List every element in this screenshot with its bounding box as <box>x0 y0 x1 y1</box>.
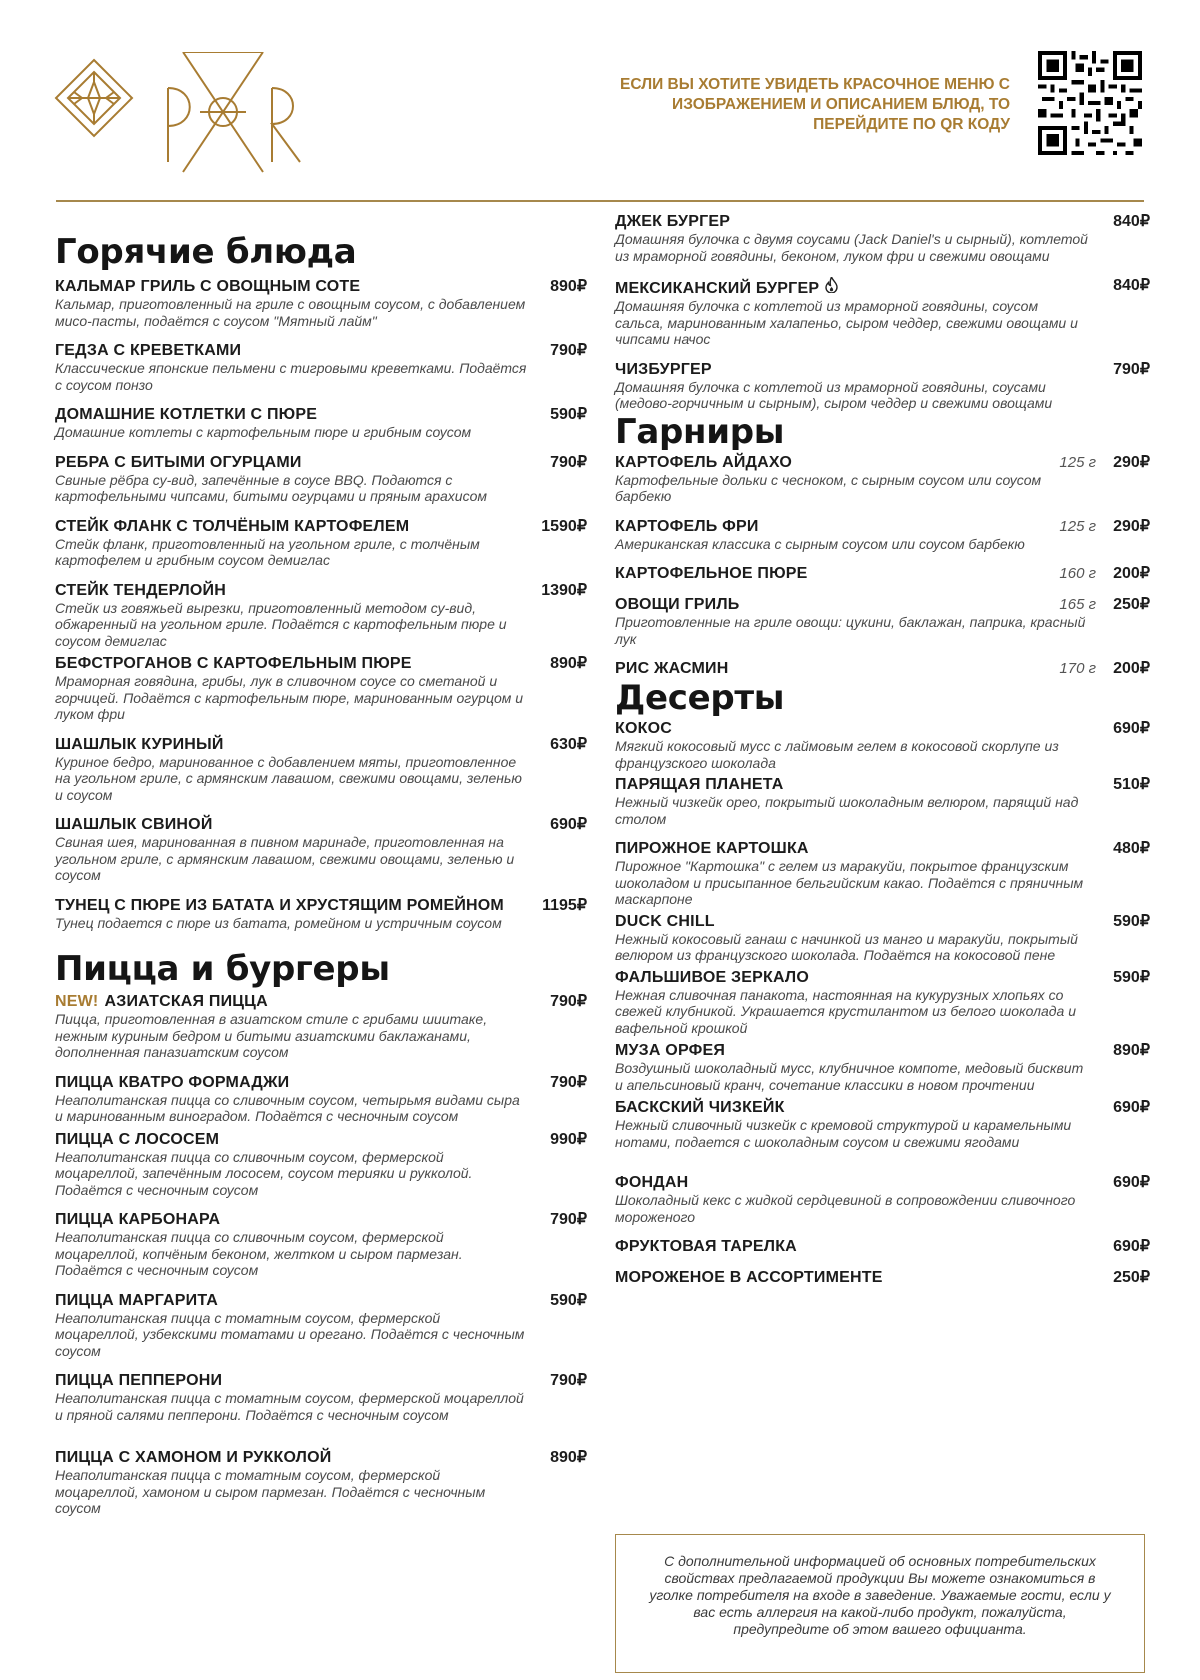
item-name-text: РЕБРА С БИТЫМИ ОГУРЦАМИ <box>55 453 302 471</box>
flame-icon <box>825 277 838 297</box>
menu-section <box>615 678 1150 1287</box>
item-description: Неаполитанская пицца со сливочным соусом, фермерской моцареллой, запечённым лососем, соусом терияки и рукколой. Подаётся с чесночным соусом <box>55 1148 473 1198</box>
item-price: 790₽ <box>550 453 587 471</box>
menu-item <box>55 582 587 650</box>
item-price: 630₽ <box>550 735 587 753</box>
item-price: 250₽ <box>1113 596 1150 613</box>
item-name-text: ШАШЛЫК КУРИНЫЙ <box>55 735 224 753</box>
item-price: 1195₽ <box>542 896 587 914</box>
item-name-text: КОКОС <box>615 720 672 737</box>
item-description: Домашняя булочка с котлетой из мраморной говядины, соусами (медово-горчичным и сырным), сыром чеддер и свежими овощами <box>615 378 1053 411</box>
item-weight: 125 г <box>1059 517 1096 535</box>
item-price: 890₽ <box>550 1449 587 1466</box>
qr-code[interactable] <box>1038 51 1142 155</box>
item-price: 990₽ <box>550 1130 587 1148</box>
item-price: 890₽ <box>1113 1042 1150 1059</box>
item-price: 690₽ <box>1113 720 1150 737</box>
menu-section <box>55 949 587 1517</box>
menu-item <box>615 660 1150 678</box>
item-name-text: ФАЛЬШИВОЕ ЗЕРКАЛО <box>615 968 809 986</box>
menu-item <box>55 736 587 804</box>
menu-item <box>615 361 1150 412</box>
item-description: Неаполитанская пицца с томатным соусом, фермерской моцареллой и пряной салями пепперони. Подаётся с чесночным соусом <box>55 1390 524 1423</box>
menu-item <box>55 342 587 393</box>
new-badge: NEW! <box>55 993 99 1010</box>
item-description: Тунец подается с пюре из батата, ромейном и устричным соусом <box>55 914 502 931</box>
item-description: Мраморная говядина, грибы, лук в сливочном соусе со сметаной и горчицей. Подаётся с картофельным пюре, маринованным огурцом и луком фри <box>55 673 524 722</box>
item-price: 290₽ <box>1113 453 1150 471</box>
item-name-text: ПИЦЦА ПЕППЕРОНИ <box>55 1372 223 1389</box>
item-name <box>55 454 587 472</box>
item-name <box>615 1238 1150 1256</box>
item-name-text: ТУНЕЦ С ПЮРЕ ИЗ БАТАТА И ХРУСТЯЩИМ РОМЕЙНОМ <box>55 896 504 914</box>
item-name-text: ПИЦЦА МАРГАРИТА <box>55 1291 219 1309</box>
menu-item <box>615 213 1150 264</box>
menu-item <box>615 454 1150 505</box>
menu-section <box>615 412 1150 679</box>
section-title: Гарниры <box>615 411 785 452</box>
section-title: Горячие блюда <box>55 232 357 272</box>
item-name-text: ПИЦЦА С ХАМОНОМ И РУККОЛОЙ <box>55 1449 332 1466</box>
item-name <box>615 1174 1150 1192</box>
item-name-text: МОРОЖЕНОЕ В АССОРТИМЕНТЕ <box>615 1269 883 1286</box>
item-price: 790₽ <box>550 1372 587 1389</box>
item-name-text: КАРТОФЕЛЬНОЕ ПЮРЕ <box>615 565 808 582</box>
item-description: Неаполитанская пицца со сливочным соусом, фермерской моцареллой, копчёным беконом, желтком и сыром пармезан. Подаётся с чесночным соусом <box>55 1229 463 1278</box>
item-price: 590₽ <box>1113 968 1150 986</box>
menu-item <box>55 406 587 441</box>
item-name <box>615 361 1150 379</box>
item-name-text: КАРТОФЕЛЬ АЙДАХО <box>615 453 793 471</box>
menu-section <box>55 232 587 931</box>
item-name-text: ПАРЯЩАЯ ПЛАНЕТА <box>615 776 784 793</box>
item-description: Нежная сливочная панакота, настоянная на кукурузных хлопьях со свежей клубникой. Украшается крустилантом из белого шоколада и вафельной крошкой <box>615 986 1076 1036</box>
item-description: Нежный чизкейк орео, покрытый шоколадным велюром, парящий над столом <box>615 794 1079 827</box>
left-column <box>55 232 587 1517</box>
item-name-text: ЧИЗБУРГЕР <box>615 360 712 378</box>
item-weight: 165 г <box>1059 596 1096 613</box>
item-name-text: ОВОЩИ ГРИЛЬ <box>615 596 740 613</box>
item-description: Нежный кокосовый ганаш с начинкой из манго и маракуйи, покрытый велюром из французского шоколада. Подаётся на кокосовой пене <box>615 930 1078 963</box>
item-name-text: DUCK CHILL <box>615 912 715 930</box>
item-name <box>55 1372 587 1390</box>
item-name-text: ПИЦЦА С ЛОСОСЕМ <box>55 1130 220 1148</box>
item-weight: 170 г <box>1059 660 1096 677</box>
item-price: 690₽ <box>1113 1238 1150 1255</box>
item-price: 200₽ <box>1113 565 1150 582</box>
item-description: Стейк фланк, приготовленный на угольном гриле, с толчёным картофелем и грибным соусом демиглас <box>55 535 480 568</box>
item-description: Картофельные дольки с чесноком, с сырным соусом или соусом барбекю <box>615 471 1042 504</box>
item-description: Классические японские пельмени с тигровыми креветками. Подаётся с соусом понзо <box>55 360 527 393</box>
item-name-text: МЕКСИКАНСКИЙ БУРГЕР <box>615 280 820 297</box>
item-name <box>615 776 1150 794</box>
item-price: 790₽ <box>1113 360 1150 378</box>
item-price: 840₽ <box>1113 277 1150 294</box>
item-name <box>55 816 587 834</box>
item-name <box>55 582 587 600</box>
item-name <box>615 1042 1150 1060</box>
header-divider <box>56 200 1144 202</box>
menu-item <box>55 278 587 329</box>
item-description: Куриное бедро, маринованное с добавлением мяты, приготовленное на угольном гриле, с армянским лавашом, свежими овощами, зеленью и соусом <box>55 753 522 803</box>
menu-item <box>615 1174 1150 1225</box>
item-name <box>615 969 1150 987</box>
menu-item <box>55 1211 587 1279</box>
item-name <box>55 1074 587 1092</box>
item-name-text: КАЛЬМАР ГРИЛЬ С ОВОЩНЫМ СОТЕ <box>55 278 361 295</box>
item-description: Неаполитанская пицца с томатным соусом, фермерской моцареллой, узбекскими томатами и орегано. Подаётся с чесночным соусом <box>55 1309 525 1359</box>
item-price: 1390₽ <box>541 581 587 599</box>
item-name <box>55 278 587 296</box>
item-price: 290₽ <box>1113 517 1150 535</box>
item-name-text: КАРТОФЕЛЬ ФРИ <box>615 517 759 535</box>
menu-item <box>55 1292 587 1360</box>
item-price: 590₽ <box>550 1291 587 1309</box>
item-description: Неаполитанская пицца с томатным соусом, фермерской моцареллой, хамоном и сыром пармезан. Подаётся с чесночным соусом <box>55 1467 486 1516</box>
item-name-text: ПИЦЦА КВАТРО ФОРМАДЖИ <box>55 1073 290 1091</box>
item-name-text: СТЕЙК ФЛАНК С ТОЛЧЁНЫМ КАРТОФЕЛЕМ <box>55 517 410 535</box>
item-description: Шоколадный кекс с жидкой сердцевиной в сопровождении сливочного мороженого <box>615 1192 1076 1225</box>
item-name <box>615 213 1150 231</box>
item-name-text: ГЕДЗА С КРЕВЕТКАМИ <box>55 342 242 359</box>
item-name <box>55 993 587 1011</box>
menu-item <box>55 454 587 505</box>
item-description: Нежный сливочный чизкейк с кремовой структурой и карамельными нотами, подается с шоколадным соусом и свежими ягодами <box>615 1117 1072 1150</box>
item-name <box>615 720 1150 738</box>
item-name <box>55 1211 587 1229</box>
item-name <box>55 1131 587 1149</box>
item-name <box>55 897 587 915</box>
section-title: Пицца и бургеры <box>55 949 390 989</box>
menu-item <box>55 897 587 932</box>
item-description: Домашние котлеты с картофельным пюре и грибным соусом <box>55 424 472 440</box>
menu-item <box>615 596 1150 647</box>
item-price: 480₽ <box>1113 840 1150 857</box>
item-name <box>615 277 1150 298</box>
section-title: Десерты <box>615 678 785 718</box>
item-description: Приготовленные на гриле овощи: цукини, баклажан, паприка, красный лук <box>615 614 1086 647</box>
item-name-text: БАСКСКИЙ ЧИЗКЕЙК <box>615 1099 785 1116</box>
menu-item <box>55 1131 587 1199</box>
item-name-text: ДОМАШНИЕ КОТЛЕТКИ С ПЮРЕ <box>55 406 318 423</box>
item-description: Кальмар, приготовленный на гриле с овощным соусом, с добавлением мисо-пасты, подаётся с соусом "Мятный лайм" <box>55 296 526 329</box>
qr-prompt-text: ЕСЛИ ВЫ ХОТИТЕ УВИДЕТЬ КРАСОЧНОЕ МЕНЮ С ИЗОБРАЖЕНИЕМ И ОПИСАНИЕМ БЛЮД, ТО ПЕРЕЙДИТЕ ПО QR КОДУ <box>620 76 1010 133</box>
menu-item <box>615 840 1150 908</box>
item-price: 590₽ <box>550 406 587 423</box>
item-name <box>55 518 587 536</box>
item-description: Воздушный шоколадный мусс, клубничное компоте, медовый бисквит и апельсиновый кранч, сочетание классики в новом прочтении <box>615 1060 1084 1093</box>
item-name-text: ДЖЕК БУРГЕР <box>615 213 731 230</box>
item-description: Домашняя булочка с двумя соусами (Jack Daniel's и сырный), котлетой из мраморной говядины, беконом, луком фри и свежими овощами <box>615 231 1088 264</box>
item-description: Неаполитанская пицца со сливочным соусом, четырьмя видами сыра и маринованным виноградом. Подаётся с чесночным соусом <box>55 1091 520 1124</box>
menu-item <box>55 816 587 884</box>
item-price: 1590₽ <box>541 517 587 535</box>
item-name <box>55 1292 587 1310</box>
menu-item <box>615 776 1150 827</box>
item-description: Свиная шея, маринованная в пивном маринаде, приготовленная на угольном гриле, с армянским лавашом, свежими овощами, зеленью и соусом <box>55 834 515 883</box>
item-price: 790₽ <box>550 342 587 359</box>
item-price: 790₽ <box>550 993 587 1010</box>
item-name <box>615 1269 1150 1287</box>
item-price: 690₽ <box>1113 1099 1150 1116</box>
item-description: Домашняя булочка с котлетой из мраморной говядины, соусом сальса, маринованным халапеньо, сыром чеддер, свежими овощами и чипсами начос <box>615 298 1078 347</box>
menu-item <box>55 518 587 569</box>
menu-item <box>615 969 1150 1037</box>
item-name-text: СТЕЙК ТЕНДЕРЛОЙН <box>55 581 226 599</box>
menu-item <box>55 1074 587 1125</box>
item-price: 790₽ <box>550 1073 587 1091</box>
menu-item <box>55 1372 587 1423</box>
menu-item <box>55 993 587 1061</box>
item-price: 690₽ <box>1113 1174 1150 1191</box>
item-price: 250₽ <box>1113 1269 1150 1286</box>
item-price: 590₽ <box>1113 912 1150 930</box>
item-name-text: ПИЦЦА КАРБОНАРА <box>55 1211 221 1228</box>
item-weight: 125 г <box>1059 453 1096 471</box>
item-description: Стейк из говяжьей вырезки, приготовленный методом су-вид, обжаренный на угольном гриле. Подаётся с картофельным пюре и соусом демиглас <box>55 599 507 649</box>
item-price: 840₽ <box>1113 213 1150 230</box>
item-name-text: РИС ЖАСМИН <box>615 660 729 677</box>
item-price: 890₽ <box>550 655 587 672</box>
item-price: 790₽ <box>550 1211 587 1228</box>
right-column <box>615 213 1150 1287</box>
item-name <box>55 342 587 360</box>
menu-item <box>55 1449 587 1517</box>
menu-item <box>615 1238 1150 1256</box>
menu-item <box>615 565 1150 583</box>
item-name-text: ПИРОЖНОЕ КАРТОШКА <box>615 840 809 857</box>
item-name <box>55 655 587 673</box>
menu-item <box>615 1099 1150 1150</box>
item-name-text: ШАШЛЫК СВИНОЙ <box>55 816 213 833</box>
menu-item <box>615 1269 1150 1287</box>
item-description: Пицца, приготовленная в азиатском стиле с грибами шиитаке, нежным куриным бедром и битыми азиатскими баклажанами, дополненная паназиатским соусом <box>55 1011 488 1060</box>
item-description: Американская классика с сырным соусом или соусом барбекю <box>615 535 1025 552</box>
item-description: Пирожное "Картошка" с гелем из маракуйи, покрытое французским шоколадом и присыпанное бельгийским какао. Подаётся с пряничным маскарпоне <box>615 858 1084 907</box>
item-name-text: АЗИАТСКАЯ ПИЦЦА <box>104 993 268 1010</box>
item-name-text: ФОНДАН <box>615 1174 689 1191</box>
item-name-text: МУЗА ОРФЕЯ <box>615 1042 726 1059</box>
item-name <box>615 840 1150 858</box>
item-name <box>55 736 587 754</box>
item-price: 890₽ <box>550 278 587 295</box>
item-name-text: ФРУКТОВАЯ ТАРЕЛКА <box>615 1238 797 1255</box>
item-name <box>55 1449 587 1467</box>
menu-item <box>615 1042 1150 1093</box>
consumer-info-notice: С дополнительной информацией об основных потребительских свойствах предлагаемой продукции Вы можете ознакомиться в уголке потребителя на входе в заведение. Уважаемые гости, если у вас есть аллергия на какой-либо продукт, пожалуйста, предупредите об этом вашего официанта. <box>615 1534 1145 1673</box>
item-name <box>615 913 1150 931</box>
menu-header <box>0 0 1200 205</box>
item-weight: 160 г <box>1059 565 1096 582</box>
item-description: Свиные рёбра су-вид, запечённые в соусе BBQ. Подаются с картофельными чипсами, битыми огурцами и пряным арахисом <box>55 471 487 504</box>
item-name-text: БЕФСТРОГАНОВ С КАРТОФЕЛЬНЫМ ПЮРЕ <box>55 655 412 672</box>
restaurant-logo <box>52 52 327 177</box>
menu-section <box>615 213 1150 412</box>
menu-item <box>615 277 1150 348</box>
item-price: 510₽ <box>1113 776 1150 793</box>
menu-item <box>615 720 1150 771</box>
item-price: 690₽ <box>550 816 587 833</box>
menu-item <box>55 655 587 723</box>
menu-item <box>615 913 1150 964</box>
item-name <box>55 406 587 424</box>
menu-item <box>615 518 1150 553</box>
item-name <box>615 1099 1150 1117</box>
item-description: Мягкий кокосовый мусс с лаймовым гелем в кокосовой скорлупе из французского шоколада <box>615 738 1059 771</box>
item-price: 200₽ <box>1113 660 1150 677</box>
